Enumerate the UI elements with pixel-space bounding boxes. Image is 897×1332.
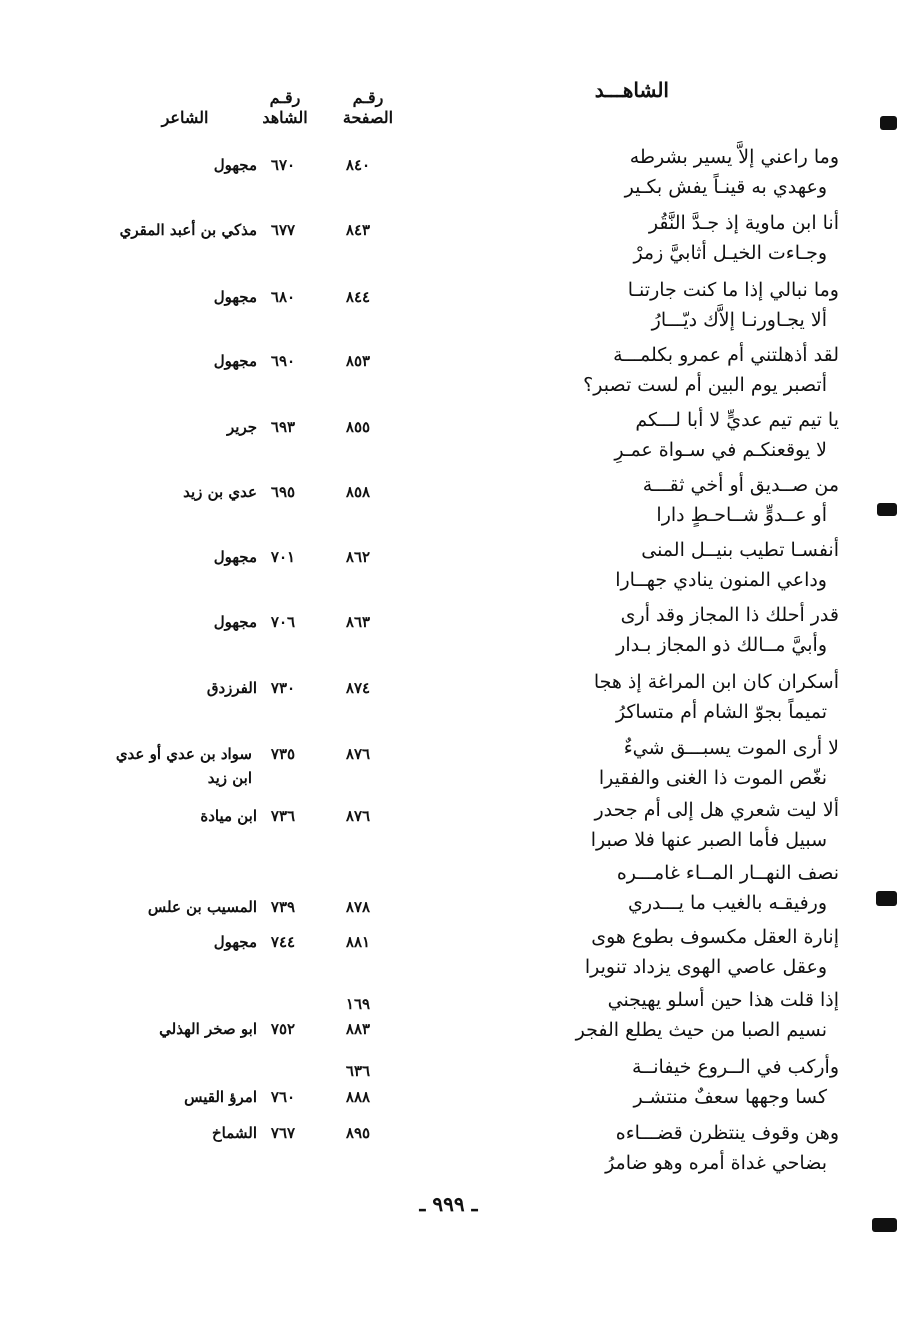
verse	[409, 922, 839, 982]
witness-number: ٦٨٠	[270, 288, 296, 306]
witness-number: ٧٣٥	[270, 745, 296, 763]
page-number: ٨٤٤	[345, 288, 371, 306]
witness-number: ٧٦٧	[270, 1124, 296, 1142]
verse-line-1: ألا ليت شعري هل إلى أم جحدر	[594, 799, 839, 821]
poet-name: جرير	[227, 418, 257, 436]
poet-name: المسيب بن علس	[147, 898, 257, 916]
witness-number: ٦٩٣	[270, 418, 296, 436]
verse-line-1: أسكران كان ابن المراغة إذ هجا	[593, 671, 839, 693]
verse	[409, 340, 839, 400]
scan-edge-mark	[880, 116, 897, 130]
page-number-secondary: ١٦٩	[345, 995, 371, 1013]
witness-number: ٧٣٩	[270, 898, 296, 916]
verse	[409, 275, 839, 335]
page-number: ٨٧٦	[345, 807, 371, 825]
poet-name: ابن ميادة	[200, 807, 257, 825]
witness-number: ٦٧٠	[270, 156, 296, 174]
verse-line-1: وأركب في الــروع خيفانــة	[631, 1056, 839, 1078]
verse	[409, 142, 839, 202]
witness-number: ٧٤٤	[270, 933, 296, 951]
witness-number-column-header: رقـم الشاهد	[262, 88, 308, 127]
verse-line-2: نغّص الموت ذا الغنى والفقيرا	[598, 767, 827, 789]
verse-line-2: تميماً بجوّ الشام أم متساكرُ	[615, 701, 827, 723]
page-number-secondary: ٦٣٦	[345, 1062, 371, 1080]
poet-name: مجهول	[213, 288, 257, 306]
verse-line-2: لا يوقعنكـم في سـواة عمـرِ	[614, 439, 827, 461]
verse-line-2: وعقل عاصي الهوى يزداد تنويرا	[584, 956, 827, 978]
witness-number: ٧٥٢	[270, 1020, 296, 1038]
poet-name: الشماخ	[211, 1124, 257, 1142]
verse-line-2: أو عــدوٍّ شــاحـطٍ دارا	[656, 504, 827, 526]
scan-edge-mark	[872, 1218, 897, 1232]
verse	[409, 1052, 839, 1112]
witness-number: ٧٦٠	[270, 1088, 296, 1106]
page-number: ٨٤٣	[345, 221, 371, 239]
page-number: ٨٦٢	[345, 548, 371, 566]
witness-number: ٦٩٥	[270, 483, 296, 501]
verse	[409, 985, 839, 1045]
page-number: ٨٥٥	[345, 418, 371, 436]
verse-line-2: وجـاءت الخيـل أثابيَّ زمرْ	[633, 242, 827, 264]
poet-name: عدي بن زيد	[183, 483, 257, 501]
verse-line-2: نسيم الصبا من حيث يطلع الفجر	[575, 1019, 827, 1041]
verse	[409, 795, 839, 855]
verse-line-2: وأبيَّ مــالك ذو المجاز بـدار	[616, 634, 827, 656]
verse	[409, 1118, 839, 1178]
verse	[409, 667, 839, 727]
poet-name: مجهول	[213, 933, 257, 951]
verse-line-2: كسا وجهها سعفٌ منتشـر	[633, 1086, 827, 1108]
poet-name: مجهول	[213, 352, 257, 370]
witness-number: ٦٩٠	[270, 352, 296, 370]
page-number: ٨٨٣	[345, 1020, 371, 1038]
scan-edge-mark	[877, 503, 897, 516]
page-number: ٨٨١	[345, 933, 371, 951]
page-number: ٨٦٣	[345, 613, 371, 631]
poet-name: مجهول	[213, 156, 257, 174]
verse-line-2: سبيل فأما الصبر عنها فلا صبرا	[590, 829, 827, 851]
verse	[409, 858, 839, 918]
poet-name: مذكي بن أعبد المقري	[119, 221, 257, 239]
page-number-column-header: رقـم الصفحة	[342, 88, 394, 127]
verse-line-2: ورفيقـه بالغيب ما يـــدري	[627, 892, 827, 914]
verse-line-1: وهن وقوف ينتظرن قضـــاءه	[615, 1122, 839, 1144]
poet-name: الفرزدق	[206, 679, 257, 697]
scan-edge-mark	[876, 891, 897, 906]
witness-number: ٧٣٦	[270, 807, 296, 825]
verse-line-2: وداعي المنون ينادي جهــارا	[615, 569, 827, 591]
poet-name: ابو صخر الهذلي	[159, 1020, 257, 1038]
witness-number: ٦٧٧	[270, 221, 296, 239]
verse-line-1: لقد أذهلتني أم عمرو بكلمـــة	[613, 344, 839, 366]
page-number: ٨٧٦	[345, 745, 371, 763]
page-number: ٨٨٨	[345, 1088, 371, 1106]
verse-line-1: وما راعني إلاَّ يسير بشرطه	[629, 146, 839, 168]
poet-name: مجهول	[213, 613, 257, 631]
page-number: ٨٧٨	[345, 898, 371, 916]
verse-line-1: قدر أحلك ذا المجاز وقد أرى	[620, 604, 839, 626]
verse-line-2: ألا يجـاورنـا إلاَّك ديّـــارُ	[651, 309, 827, 331]
verse-line-1: أنفسـا تطيب بنيــل المنى	[641, 539, 839, 561]
verse-line-2: وعهدي به قينـاً يفش بكـير	[624, 176, 827, 198]
witness-number: ٧٠١	[270, 548, 296, 566]
poet-name: مجهول	[213, 548, 257, 566]
verse-line-1: إنارة العقل مكسوف بطوع هوى	[591, 926, 839, 948]
page-number: ٨٧٤	[345, 679, 371, 697]
verse-line-1: أنا ابن ماوية إذ جـدَّ النَّقُر	[648, 212, 839, 234]
verse-line-1: إذا قلت هذا حين أسلو يهيجني	[607, 989, 839, 1011]
page-number-footer: ـ ٩٩٩ ـ	[419, 1192, 478, 1216]
verse	[409, 733, 839, 793]
verse-line-2: بضاحي غداة أمره وهو ضامرُ	[605, 1152, 827, 1174]
verse-line-1: نصف النهــار المــاء غامـــره	[616, 862, 839, 884]
verse	[409, 535, 839, 595]
verse-line-1: وما نبالي إذا ما كنت جارتنـا	[627, 279, 839, 301]
page-number: ٨٥٨	[345, 483, 371, 501]
page-number: ٨٩٥	[345, 1124, 371, 1142]
verse-line-2: أتصبر يوم البين أم لست تصبر؟	[583, 374, 827, 396]
verse	[409, 208, 839, 268]
verse-line-1: من صــديق أو أخي ثقـــة	[642, 474, 839, 496]
verse-line-1: يا تيم تيم عديٍّ لا أبا لـــكم	[635, 409, 839, 431]
poet-column-header: الشاعر	[161, 108, 209, 127]
verse	[409, 405, 839, 465]
page-number: ٨٥٣	[345, 352, 371, 370]
verse	[409, 470, 839, 530]
poet-name: امرؤ القيس	[184, 1088, 257, 1106]
witness-number: ٧٠٦	[270, 613, 296, 631]
poet-name: سواد بن عدي أو عدي ابن زيد	[115, 745, 252, 787]
page-number: ٨٤٠	[345, 156, 371, 174]
verse-column-title: الشاهـــد	[594, 78, 669, 102]
witness-number: ٧٣٠	[270, 679, 296, 697]
verse-line-1: لا أرى الموت يسبـــق شيءٌ	[623, 737, 839, 759]
verse	[409, 600, 839, 660]
